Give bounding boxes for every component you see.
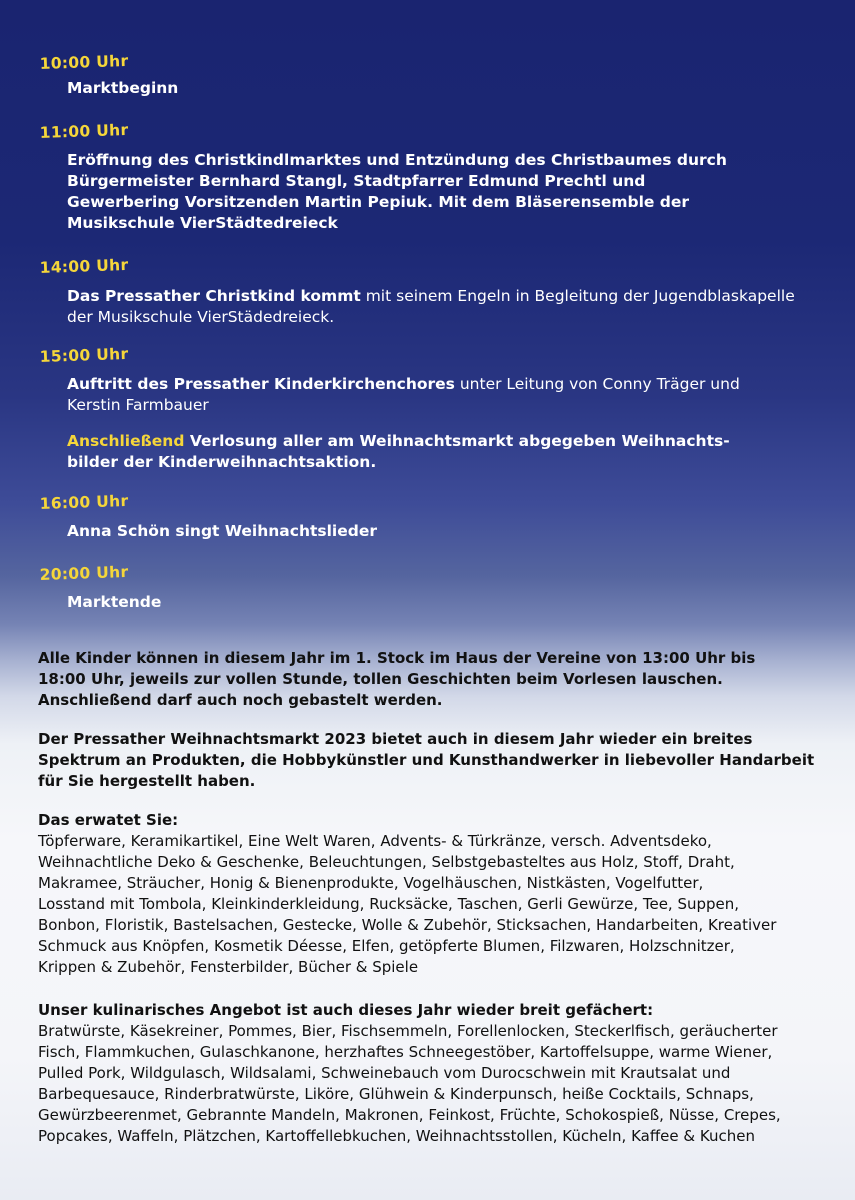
kids-note: Alle Kinder können in diesem Jahr im 1. Stock im Haus der Vereine von 13:00 Uhr bis 18:00 Uhr, jeweils zur vollen Stunde, tollen Geschichten beim Vorlesen lauschen. Anschließend darf auch noch gebastelt werden. bbox=[38, 649, 756, 709]
market-note: Der Pressather Weihnachtsmarkt 2023 bietet auch in diesem Jahr wieder ein breites Spektrum an Produkten, die Hobbykünstler und Kunsthandwerker in liebevoller Handarbeit für Sie hergestellt haben. bbox=[38, 730, 815, 790]
desc-1500-raffle: Anschließend Verlosung aller am Weihnachtsmarkt abgegeben Weihnachts- bilder der Kinderweihnachtsaktion. bbox=[67, 432, 730, 471]
desc-1600: Anna Schön singt Weihnachtslieder bbox=[67, 522, 378, 540]
food-heading: Unser kulinarisches Angebot ist auch dieses Jahr wieder breit gefächert: bbox=[38, 1001, 654, 1019]
expect-heading: Das erwatet Sie: bbox=[38, 811, 179, 829]
time-2000: 20:00 Uhr bbox=[39, 562, 129, 584]
time-1400: 14:00 Uhr bbox=[39, 255, 129, 277]
time-1000: 10:00 Uhr bbox=[39, 51, 129, 73]
desc-2000: Marktende bbox=[67, 593, 162, 611]
desc-1400: Das Pressather Christkind kommt mit seinem Engeln in Begleitung der Jugendblaskapelle der Musikschule VierStädedreieck. bbox=[67, 287, 795, 326]
desc-1000: Marktbeginn bbox=[67, 79, 179, 97]
time-1500: 15:00 Uhr bbox=[39, 344, 129, 366]
food-section: Unser kulinarisches Angebot ist auch dieses Jahr wieder breit gefächert: Bratwürste, Käsekreiner, Pommes, Bier, Fischsemmeln, Forellenlocken, Steckerlfisch, geräucherter Fisch, Flammkuchen, Gulaschkanone, herzhaftes Schneegestöber, Kartoffelsuppe, warme Wiener, Pulled Pork, Wildgulasch, Wildsalami, Schweinebauch vom Durocschwein mit Krautsalat und Barbequesauce, Rinderbratwürste, Liköre, Glühwein & Kinderpunsch, heiße Cocktails, Schnaps, Gewürzbeerenmet, Gebrannte Mandeln, Makronen, Feinkost, Früchte, Schokospieß, Nüsse, Crepes, Popcakes, Waffeln, Plätzchen, Kartoffellebkuchen, Weihnachtsstollen, Kücheln, Kaffee & Kuchen bbox=[38, 1000, 838, 1147]
desc-1500: Auftritt des Pressather Kinderkirchenchores unter Leitung von Conny Träger und Kerstin Farmbauer bbox=[67, 375, 740, 414]
expect-section: Das erwatet Sie: Töpferware, Keramikartikel, Eine Welt Waren, Advents- & Türkränze, versch. Adventsdeko, Weihnachtliche Deko & Geschenke, Beleuchtungen, Selbstgebasteltes aus Holz, Stoff, Draht, Makramee, Sträucher, Honig & Bienenprodukte, Vogelhäuschen, Nistkästen, Vogelfutter, Losstand mit Tombola, Kleinkinderkleidung, Rucksäcke, Taschen, Gerli Gewürze, Tee, Suppen, Bonbon, Floristik, Bastelsachen, Gestecke, Wolle & Zubehör, Sticksachen, Handarbeiten, Kreativer Schmuck aus Knöpfen, Kosmetik Déesse, Elfen, getöpferte Blumen, Filzwaren, Holzschnitzer, Krippen & Zubehör, Fensterbilder, Bücher & Spiele bbox=[38, 810, 828, 978]
desc-1100: Eröffnung des Christkindlmarktes und Entzündung des Christbaumes durch Bürgermeister Bernhard Stangl, Stadtpfarrer Edmund Prechtl und Gewerbering Vorsitzenden Martin Pepiuk. Mit dem Bläserensemble der Musikschule VierStädtedreieck bbox=[67, 151, 727, 232]
time-1100: 11:00 Uhr bbox=[39, 120, 129, 142]
time-1600: 16:00 Uhr bbox=[39, 491, 129, 513]
